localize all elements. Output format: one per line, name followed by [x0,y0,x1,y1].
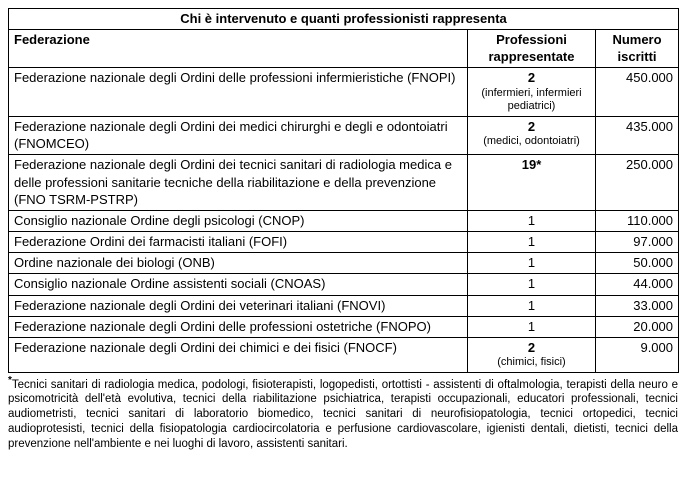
federation-cell: Ordine nazionale dei biologi (ONB) [9,253,468,274]
members-cell: 250.000 [596,155,679,210]
members-cell: 450.000 [596,68,679,117]
members-cell: 97.000 [596,232,679,253]
federation-cell: Consiglio nazionale Ordine assistenti sociali (CNOAS) [9,274,468,295]
table-row [9,232,679,253]
footnote [8,374,678,452]
table-title: Chi è intervenuto e quanti professionisti rappresenta [9,9,679,30]
professions-cell [468,210,596,231]
federation-cell: Consiglio nazionale Ordine degli psicologi (CNOP) [9,210,468,231]
table-row [9,316,679,337]
professions-detail: (chimici, fisici) [497,356,566,368]
members-cell: 110.000 [596,210,679,231]
professions-count: 1 [527,212,536,228]
federation-cell: Federazione Ordini dei farmacisti italiani (FOFI) [9,232,468,253]
professions-cell [468,295,596,316]
professions-cell [468,253,596,274]
members-cell: 435.000 [596,117,679,155]
table-row [9,117,679,155]
federation-cell: Federazione nazionale degli Ordini dei tecnici sanitari di radiologia medica e delle professioni sanitarie tecniche della riabilitazione e della prevenzione (FNO TSRM-PSTRP) [9,155,468,210]
professions-count: 2 [527,119,536,135]
column-header-federazione: Federazione [9,30,468,68]
professions-cell [468,337,596,372]
column-header-iscritti: Numero iscritti [596,30,679,68]
federation-cell: Federazione nazionale degli Ordini delle professioni infermieristiche (FNOPI) [9,68,468,117]
professions-count: 1 [527,234,536,250]
members-cell: 50.000 [596,253,679,274]
professions-cell [468,316,596,337]
table-row [9,295,679,316]
members-cell: 20.000 [596,316,679,337]
members-cell: 44.000 [596,274,679,295]
table-body [9,68,679,372]
table-row [9,68,679,117]
professions-count: 1 [527,276,536,292]
professions-count: 1 [527,255,536,271]
footnote-marker: * [8,374,12,386]
federation-cell: Federazione nazionale degli Ordini dei medici chirurghi e degli e odontoiatri (FNOMCEO) [9,117,468,155]
professions-count: 19* [521,157,542,173]
table-row [9,337,679,372]
professions-count: 1 [527,318,536,334]
members-cell: 9.000 [596,337,679,372]
professions-detail: (infermieri, infermieri pediatrici) [481,86,582,113]
professions-cell [468,274,596,295]
table-row [9,253,679,274]
professions-cell [468,155,596,210]
table-row [9,210,679,231]
professions-count: 1 [527,297,536,313]
federation-cell: Federazione nazionale degli Ordini delle professioni ostetriche (FNOPO) [9,316,468,337]
members-cell: 33.000 [596,295,679,316]
professions-cell [468,232,596,253]
professions-cell [468,68,596,117]
federation-cell: Federazione nazionale degli Ordini dei veterinari italiani (FNOVI) [9,295,468,316]
professions-count: 2 [527,339,536,355]
federations-table [8,8,679,373]
table-row [9,155,679,210]
header-row [9,30,679,68]
federation-cell: Federazione nazionale degli Ordini dei chimici e dei fisici (FNOCF) [9,337,468,372]
professions-cell [468,117,596,155]
footnote-text: Tecnici sanitari di radiologia medica, podologi, fisioterapisti, logopedisti, ortottisti - assistenti di oftalmologia, terapisti della neuro e psicomotricità dell'età evolutiva, tecnici della riabilitazione psichiatrica, terapisti occupazionali, educatori professionali, tecnici audiometristi, tecnici sanitari di laboratorio biomedico, tecnici sanitari di neurofisiopatologia, tecnici ortopedici, tecnici audioprotesisti, tecnici della fisiopatologia cardiocircolatoria e perfusione cardiovascolare, igienisti dentali, dietisti, tecnici della prevenzione nell'ambiente e nei luoghi di lavoro, assistenti sanitari. [8,378,678,450]
title-row [9,9,679,30]
professions-detail: (medici, odontoiatri) [483,135,580,148]
column-header-professioni: Professioni rappresentate [468,30,596,68]
professions-count: 2 [527,70,536,86]
table-row [9,274,679,295]
